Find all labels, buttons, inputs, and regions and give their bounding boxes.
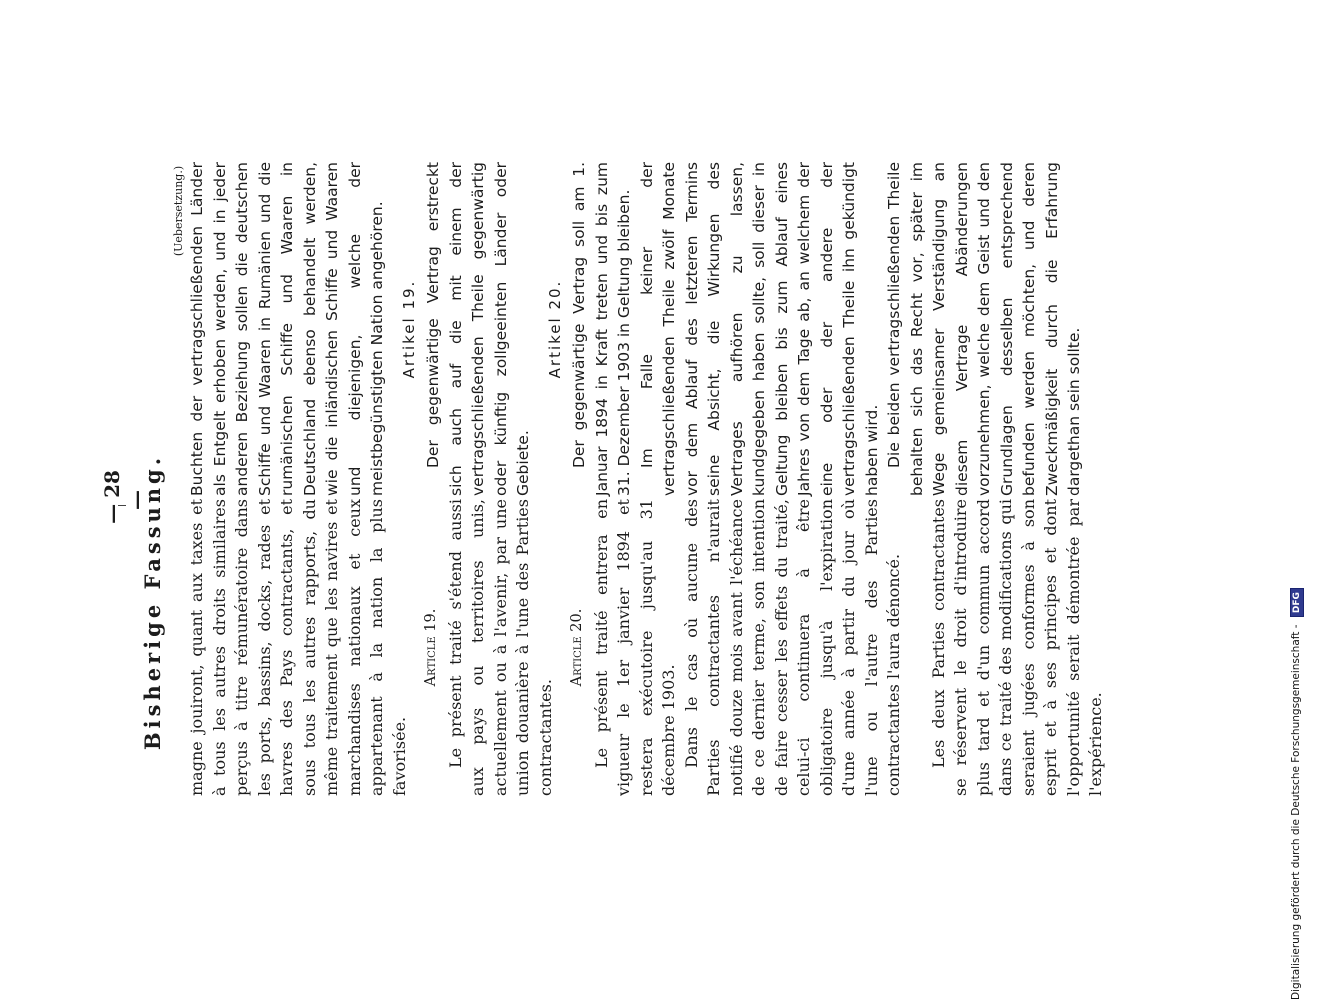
translation-note: (Uebersetzung.): [172, 165, 185, 257]
german-paragraph: Buchten der vertragschließenden Länder als Entgelt erhoben werden, und in jeder anderen Beziehung sollen die deutschen Schiffe und Waaren in Rumänien und die rumänischen Schiffe und Waaren in Deutschland ebenso behandelt werden, wie die inländischen Schiffe und Waaren und diejenigen, welche der meistbegünstigten Nation angehören.: [188, 162, 386, 496]
french-column: [186, 499, 1108, 796]
french-article-19-text: Le présent traité s'étend aussi aux pays ou territoires unis, actuellement ou à l'avenir, par une union douanière à l'une des Parties contractantes.: [445, 499, 555, 796]
dfg-logo: DFG: [1290, 588, 1304, 617]
german-article-20-para-2: Im Falle keiner der vertragschließenden Theile zwölf Monate vor dem Ablauf des letzteren Termins seine Absicht, die Wirkungen des Vertrages aufhören zu lassen, kundgegeben haben sollte, soll dieser in Geltung bleiben bis zum Ablauf eines Jahres von dem Tage ab, an welchem der eine oder der andere der vertragschließenden Theile ihn gekündigt haben wird.: [637, 162, 881, 496]
french-article-19-title: Article 19.: [423, 608, 439, 687]
german-article-20-para-3: Die beiden vertragschließenden Theile behalten sich das Recht vor, später im Wege gemeinsamer Verständigung an diesem Vertrage Abänderungen vorzunehmen, welche dem Geist und den Grundlagen desselben entsprechend befunden werden möchten, und deren Zweckmäßigkeit durch die Erfahrung dargethan sein sollte.: [885, 162, 1083, 496]
french-article-20-para-3: Les deux Parties contractantes se réservent le droit d'introduire plus tard et d'un commun accord dans ce traité des modifications qui seraient jugées conformes à son esprit et à ses principes et dont l'opportunité serait démontrée par l'expérience.: [928, 499, 1105, 796]
digitization-credit: [1290, 15, 1318, 1000]
french-article-20-para-1: Le présent traité entrera en vigueur le 1er janvier 1894 et restera exécutoire jusqu'au 31 décembre 1903.: [591, 499, 678, 796]
credit-text: Digitalisierung gefördert durch die Deutsche Forschungsgemeinschaft -: [1290, 624, 1302, 1000]
section-heading: Bisherige Fassung.: [140, 453, 165, 751]
german-article-20-title: Artikel 20.: [545, 279, 564, 379]
german-article-20-para-1: Der gegenwärtige Vertrag soll am 1. Januar 1894 in Kraft treten und bis zum 31. Dezember 1903 in Geltung bleiben.: [570, 162, 633, 496]
page-number: — 28 —: [100, 470, 148, 530]
french-article-20-para-2: Dans le cas où aucune des Parties contractantes n'aurait notifié douze mois avant l'échéance de ce dernier terme, son intention de faire cesser les effets du traité, celui-ci continuera à être obligatoire jusqu'à l'expiration d'une année à partir du jour où l'une ou l'autre des Parties contractantes l'aura dénoncé.: [681, 499, 903, 796]
german-article-19-title: Artikel 19.: [399, 279, 418, 379]
french-article-20-title: Article 20.: [569, 608, 585, 687]
french-paragraph: magne jouiront, quant aux taxes et à tous les autres droits similaires perçus à titre rémunératoire dans les ports, bassins, docks, rades et havres des Pays contractants, et sous tous les autres rapports, du même traitement que les navires et marchandises nationaux et ceux appartenant à la nation la plus favorisée.: [187, 499, 409, 796]
german-article-19-text: Der gegenwärtige Vertrag erstreckt sich auch auf die mit einem der vertragschließenden Theile gegenwärtig oder künftig zollgeeinten Länder oder Gebiete.: [424, 162, 532, 496]
paragraph-gap: [906, 499, 928, 796]
german-column: [186, 162, 1086, 496]
